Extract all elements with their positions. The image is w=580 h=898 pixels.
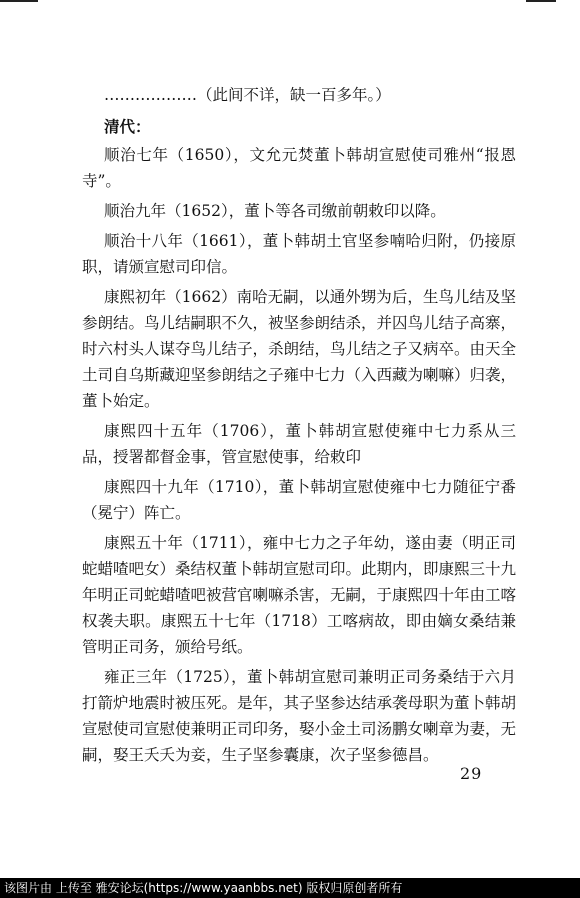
paragraph-1: 顺治七年（1650），文允元焚董卜韩胡宣慰使司雅州“报恩寺”。 bbox=[82, 146, 516, 190]
section-heading: 清代： bbox=[104, 117, 151, 136]
top-edge-mark-left bbox=[0, 0, 38, 2]
paragraph-8: 雍正三年（1725），董卜韩胡宣慰司兼明正司务桑结于六月打箭炉地震时被压死。是年，其子坚参达结承袭母职为董卜韩胡宣慰使司宣慰使兼明正司印务，娶小金土司汤鹏女喇章为妻，无嗣，娶王夭夭为妾，生子坚参囊康，次子坚参德昌。 bbox=[82, 668, 517, 764]
omission-note: ………………（此间不详，缺一百多年。） bbox=[104, 86, 391, 104]
watermark-footer: 该图片由 上传至 雅安论坛(https://www.yaanbbs.net) 版权归原创者所有 bbox=[0, 878, 580, 898]
paragraph-3: 顺治十八年（1661），董卜韩胡土官坚参喃哈归附，仍接原职，请颁宣慰司印信。 bbox=[82, 232, 516, 276]
paragraph-5: 康熙四十五年（1706），董卜韩胡宣慰使雍中七力系从三品，授署都督金事，管宣慰使事，给敕印 bbox=[82, 422, 516, 466]
paragraph-2: 顺治九年（1652），董卜等各司缴前朝敕印以降。 bbox=[104, 202, 446, 220]
paragraph-4: 康熙初年（1662）南哈无嗣，以通外甥为后，生鸟儿结及坚参朗结。鸟儿结嗣职不久，被坚参朗结杀，并囚鸟儿结子高寨，时六村头人谋夺鸟儿结子，杀朗结，鸟儿结之子又病卒。由天全土司自乌斯藏迎坚参朗结之子雍中七力（入西藏为喇嘛）归袭，董卜始定。 bbox=[82, 288, 517, 410]
body-text bbox=[82, 82, 516, 772]
paragraph-7: 康熙五十年（1711），雍中七力之子年幼，遂由妻（明正司蛇蜡喳吧女）桑结权董卜韩胡宣慰司印。此期内，即康熙三十九年明正司蛇蜡喳吧被营官喇嘛杀害，无嗣，于康熙四十年由工喀权袭夫职。康熙五十七年（1718）工喀病故，即由嫡女桑结兼管明正司务，颁给号纸。 bbox=[82, 534, 517, 656]
paragraph-6: 康熙四十九年（1710），董卜韩胡宣慰使雍中七力随征宁番（冕宁）阵亡。 bbox=[82, 478, 516, 522]
top-edge-mark-right bbox=[526, 0, 556, 2]
page-number: 29 bbox=[460, 764, 483, 783]
